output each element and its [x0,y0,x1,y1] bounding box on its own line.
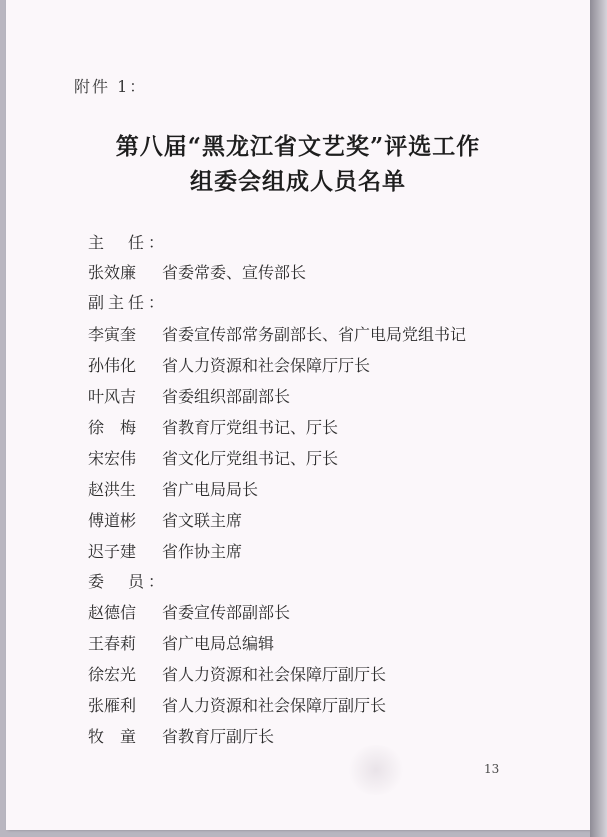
member-row [88,322,568,352]
member-name: 叶风吉 [88,387,137,406]
document-title-line1: 第八届“黑龙江省文艺奖”评选工作 [115,133,481,160]
member-position: 省委组织部副部长 [162,387,291,406]
member-name: 王春莉 [88,634,137,653]
section-heading-label: 副主任： [88,293,169,312]
member-row [88,260,568,290]
member-row [88,353,568,383]
section-heading-deputy-director [88,290,568,320]
member-name: 张雁利 [88,696,137,715]
member-row [88,384,568,414]
member-row [88,415,568,445]
member-name: 徐 梅 [88,418,137,437]
member-row [88,539,568,569]
member-position: 省人力资源和社会保障厅副厅长 [162,665,387,684]
member-name: 宋宏伟 [88,449,137,468]
document-page [6,0,590,830]
member-name: 赵洪生 [88,480,137,499]
member-position: 省广电局局长 [162,480,259,499]
scan-edge-shadow [590,0,607,837]
member-position: 省文化厅党组书记、厅长 [162,449,339,468]
member-position: 省人力资源和社会保障厅厅长 [162,356,371,375]
member-row [88,477,568,507]
member-position: 省广电局总编辑 [162,634,275,653]
section-heading-label: 委 员： [88,572,169,591]
member-position: 省作协主席 [162,542,243,561]
member-row [88,600,568,630]
member-row [88,724,568,754]
member-name: 赵德信 [88,603,137,622]
section-heading-label: 主 任： [88,233,169,252]
member-row [88,508,568,538]
member-name: 张效廉 [88,263,137,282]
member-position: 省委宣传部常务副部长、省广电局党组书记 [162,325,467,344]
member-name: 孙伟化 [88,356,137,375]
member-row [88,631,568,661]
member-row [88,662,568,692]
member-name: 傅道彬 [88,511,137,530]
member-name: 牧 童 [88,727,137,746]
member-row [88,446,568,476]
document-title-line2: 组委会组成人员名单 [190,168,406,195]
section-heading-director [88,230,568,260]
member-name: 徐宏光 [88,665,137,684]
member-position: 省教育厅党组书记、厅长 [162,418,339,437]
member-row [88,693,568,723]
attachment-label: 附件 1： [74,77,148,96]
member-position: 省文联主席 [162,511,243,530]
member-position: 省委常委、宣传部长 [162,263,307,282]
member-name: 迟子建 [88,542,137,561]
member-name: 李寅奎 [88,325,137,344]
member-position: 省委宣传部副部长 [162,603,291,622]
page-number: 13 [484,762,500,776]
member-position: 省教育厅副厅长 [162,727,275,746]
faint-stamp-mark [346,745,406,795]
section-heading-members [88,569,568,599]
member-position: 省人力资源和社会保障厅副厅长 [162,696,387,715]
